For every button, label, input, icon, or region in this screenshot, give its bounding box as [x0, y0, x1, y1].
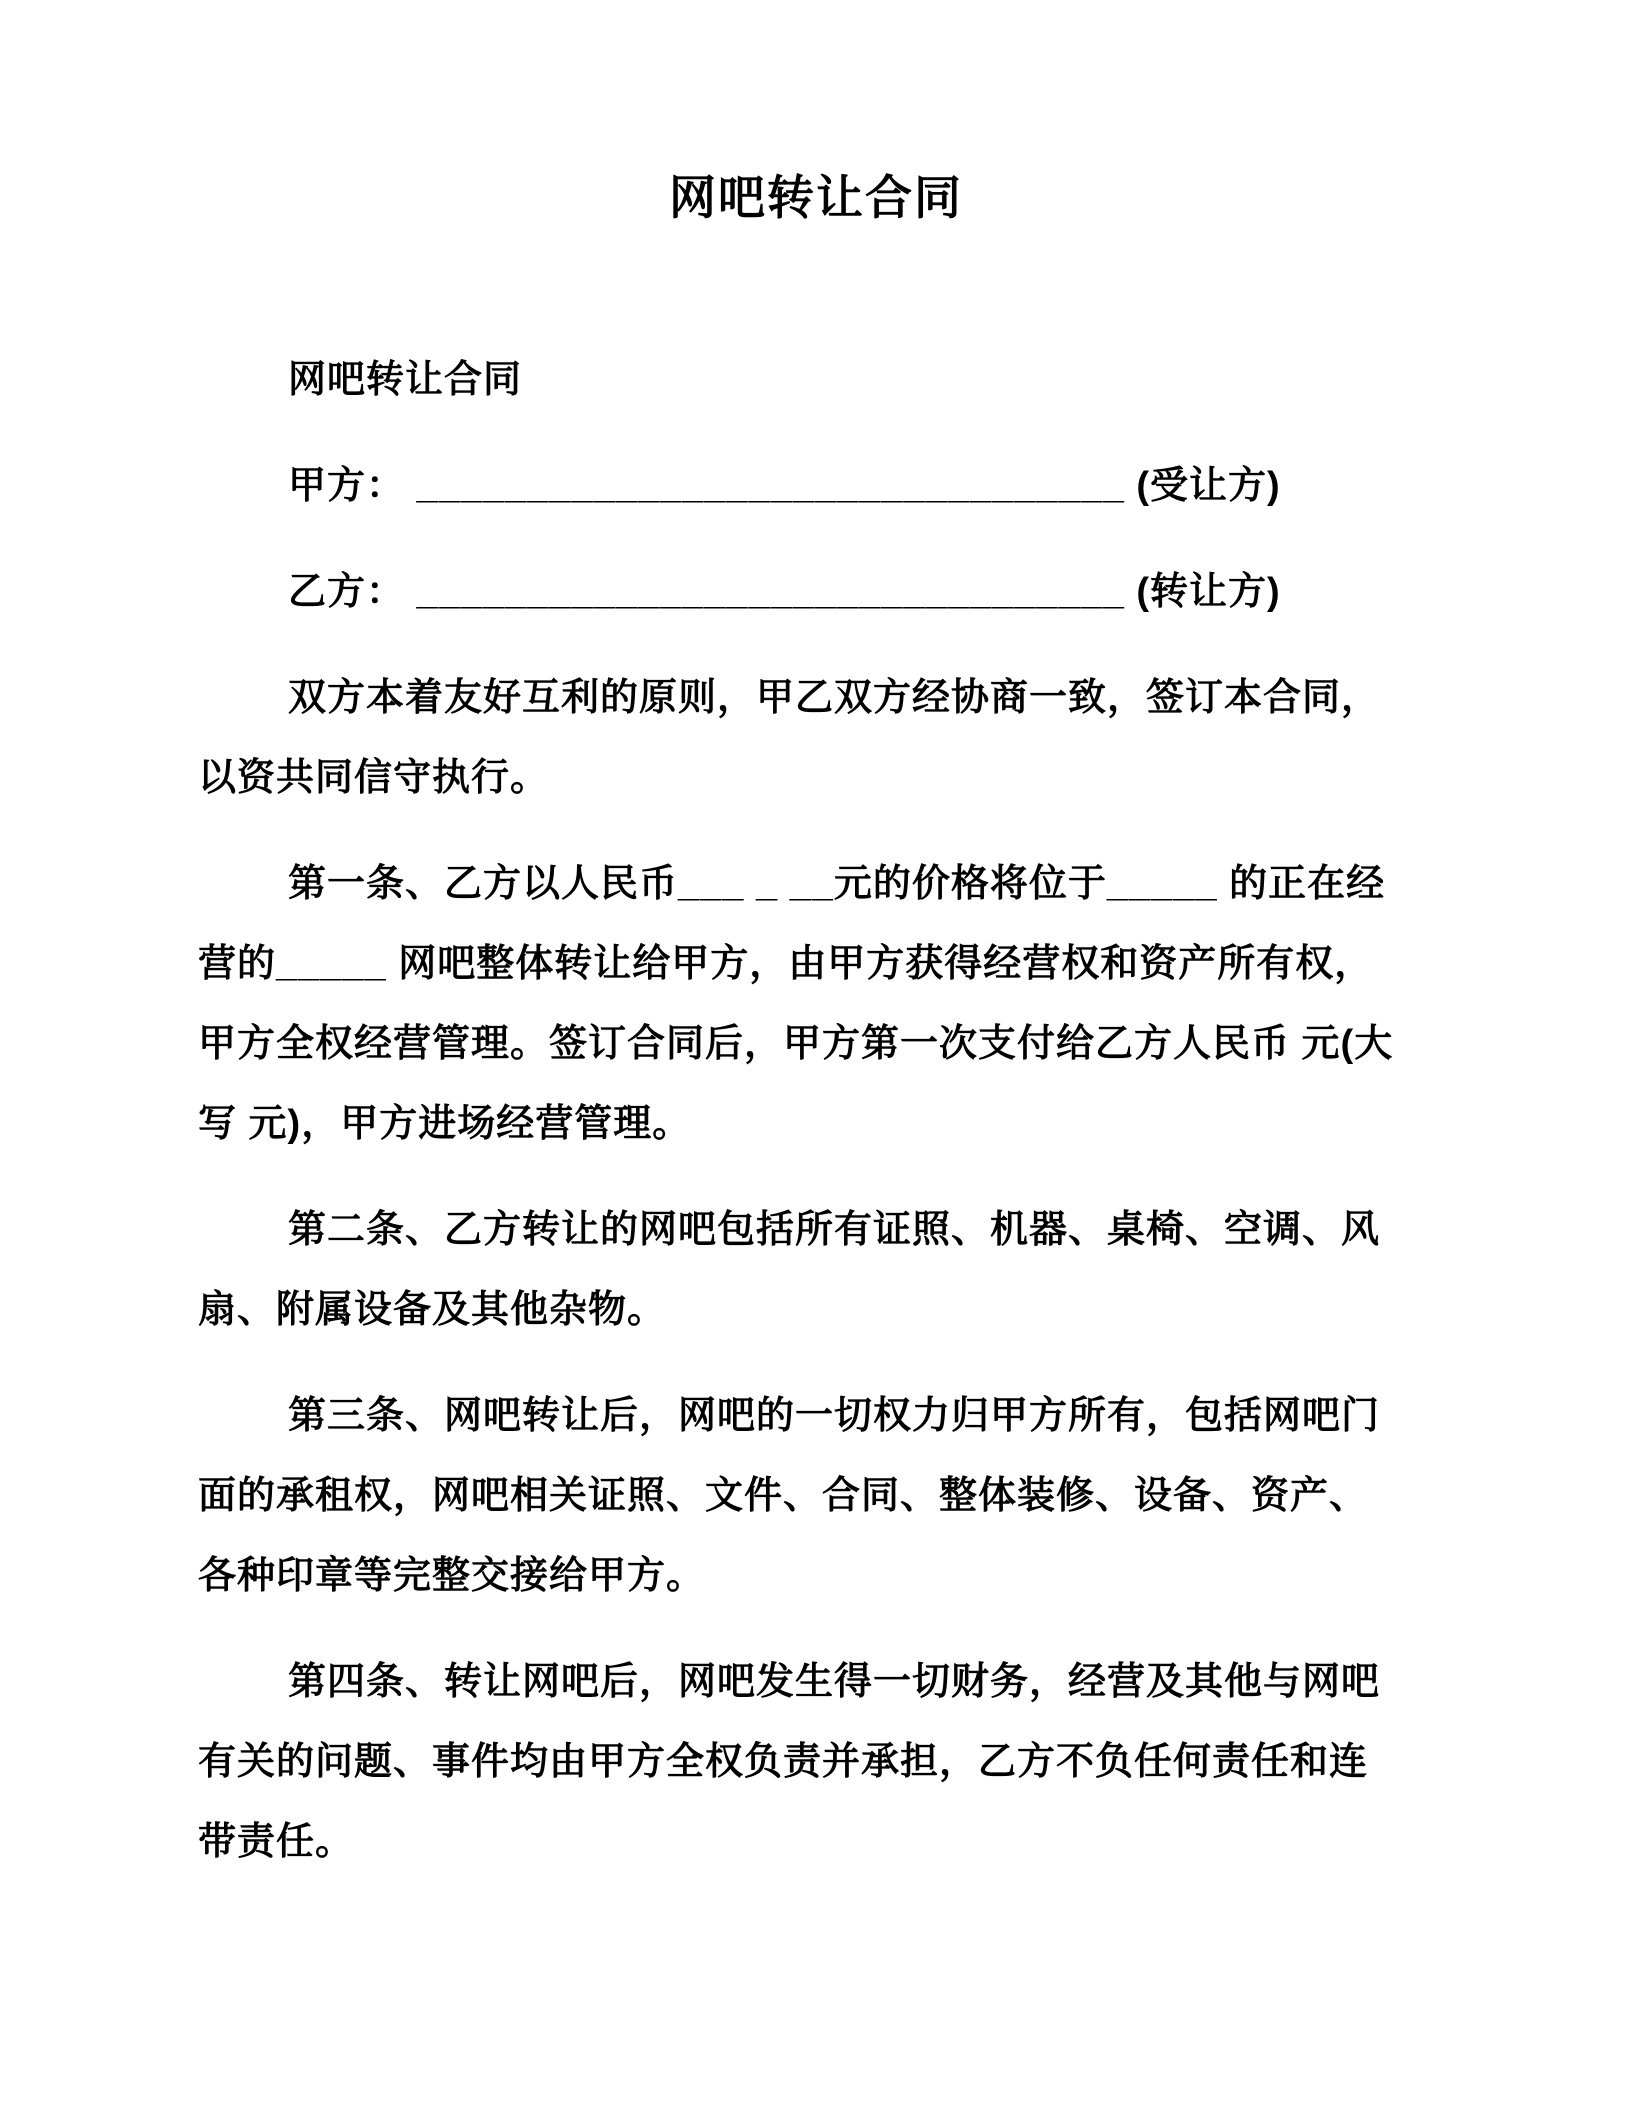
paragraph-intro [198, 658, 1434, 818]
paragraph-line: 带责任。 [198, 1821, 355, 1863]
paragraph-line: 第二条、乙方转让的网吧包括所有证照、机器、桌椅、空调、风 [288, 1209, 1381, 1251]
paragraph-line: 双方本着友好互利的原则，甲乙双方经协商一致，签订本合同， [288, 677, 1381, 719]
paragraph-heading [198, 340, 1434, 420]
paragraph-party-b [198, 552, 1434, 632]
paragraph-line: 甲方全权经营管理。签订合同后，甲方第一次支付给乙方人民币 元(大 [198, 1023, 1394, 1065]
paragraph-line: 第一条、乙方以人民币___ _ __元的价格将位于_____ 的正在经 [288, 863, 1386, 905]
paragraph-line: 各种印章等完整交接给甲方。 [198, 1555, 706, 1597]
paragraph-line: 面的承租权，网吧相关证照、文件、合同、整体装修、设备、资产、 [198, 1475, 1369, 1517]
document-title: 网吧转让合同 [669, 171, 963, 224]
paragraph-clause-3 [198, 1376, 1434, 1616]
paragraph-line: 网吧转让合同 [288, 359, 523, 401]
party-a-line: 甲方： ________________________________ (受让方) [288, 465, 1281, 507]
paragraph-clause-4 [198, 1642, 1434, 1882]
paragraph-line: 第四条、转让网吧后，网吧发生得一切财务，经营及其他与网吧 [288, 1661, 1381, 1703]
paragraph-clause-2 [198, 1190, 1434, 1350]
paragraph-line: 以资共同信守执行。 [198, 757, 550, 799]
paragraph-party-a [198, 446, 1434, 526]
paragraph-clause-1 [198, 844, 1434, 1164]
party-b-line: 乙方： ________________________________ (转让方) [288, 571, 1281, 613]
paragraph-line: 写 元)，甲方进场经营管理。 [198, 1103, 692, 1145]
paragraph-line: 第三条、网吧转让后，网吧的一切权力归甲方所有，包括网吧门 [288, 1395, 1381, 1437]
paragraph-line: 有关的问题、事件均由甲方全权负责并承担，乙方不负任何责任和连 [198, 1741, 1369, 1783]
paragraph-line: 营的_____ 网吧整体转让给甲方，由甲方获得经营权和资产所有权， [198, 943, 1374, 985]
paragraph-line: 扇、附属设备及其他杂物。 [198, 1289, 667, 1331]
